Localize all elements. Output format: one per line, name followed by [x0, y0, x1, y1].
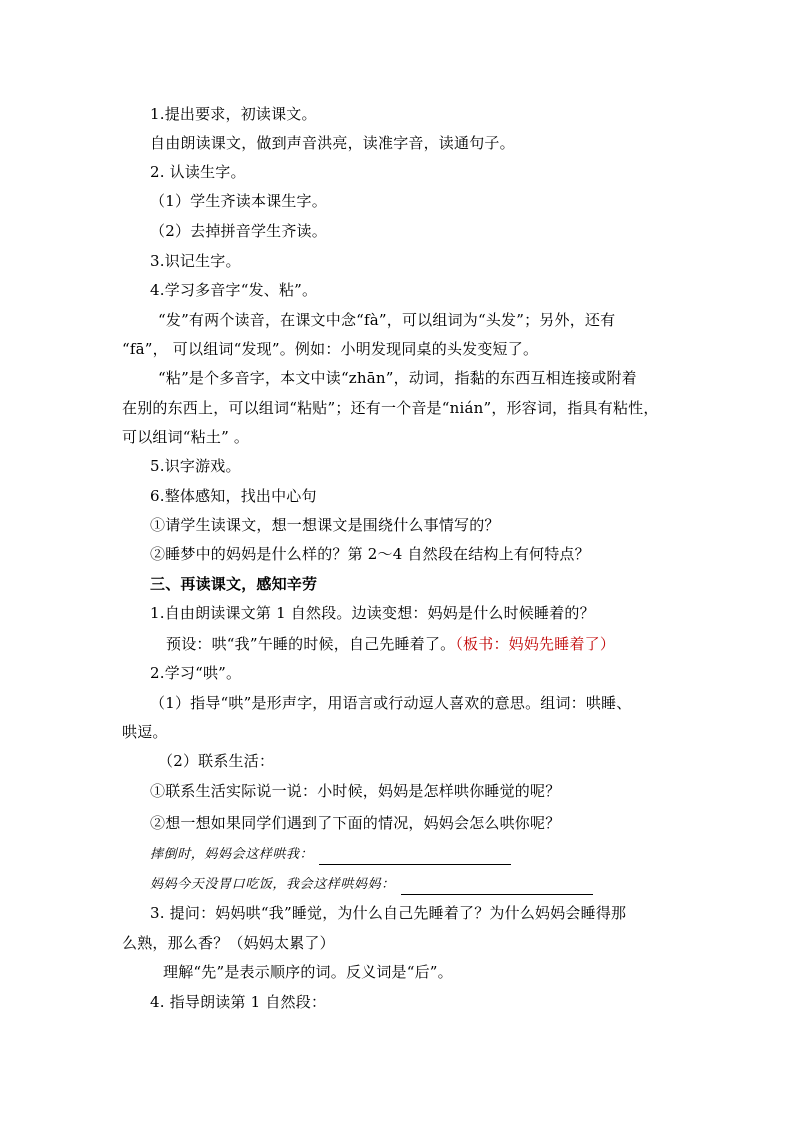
- text-line: 自由朗读课文，做到声音洪亮，读准字音，读通句子。: [150, 134, 515, 152]
- preset-answer: 预设：哄“我”午睡的时候，自己先睡着了。: [166, 635, 456, 653]
- text-line: 4.学习多音字“发、粘”。: [150, 281, 318, 299]
- text-line: 哄逗。: [122, 723, 168, 741]
- text-line: [166, 634, 615, 654]
- text-line: “发”有两个读音，在课文中念“fà”，可以组词为“头发”；另外，还有: [158, 311, 616, 329]
- text-line: 6.整体感知，找出中心句: [150, 487, 317, 505]
- text-line: 在别的东西上，可以组词“粘贴”；还有一个音是“nián”，形容词，指具有粘性，: [122, 399, 659, 417]
- text-line: 1.提出要求，初读课文。: [150, 105, 317, 123]
- text-line: 么熟，那么香？（妈妈太累了）: [122, 934, 335, 952]
- fill-in-prompt: [150, 875, 593, 895]
- text-line: 1.自由朗读课文第 1 自然段。边读变想：妈妈是什么时候睡着的？: [150, 604, 595, 622]
- answer-blank: [319, 851, 511, 865]
- text-line: （1）学生齐读本课生字。: [150, 192, 327, 210]
- text-line: 可以组词“粘土” 。: [122, 428, 250, 446]
- text-line: （1）指导“哄”是形声字，用语言或行动逗人喜欢的意思。组词：哄睡、: [150, 694, 632, 712]
- board-note: （板书：妈妈先睡着了）: [455, 635, 616, 653]
- text-line: 理解“先”是表示顺序的词。反义词是“后”。: [163, 963, 453, 981]
- text-line: 2. 认读生字。: [150, 163, 246, 181]
- text-line: 3. 提问：妈妈哄“我”睡觉，为什么自己先睡着了？为什么妈妈会睡得那: [150, 904, 627, 922]
- answer-blank: [401, 881, 593, 895]
- text-line: （2）联系生活：: [158, 752, 275, 770]
- text-line: ②想一想如果同学们遇到了下面的情况，妈妈会怎么哄你呢？: [150, 814, 561, 832]
- text-line: 5.识字游戏。: [150, 457, 241, 475]
- fill-in-label: 摔倒时，妈妈会这样哄我：: [150, 847, 314, 862]
- text-line: 4. 指导朗读第 1 自然段：: [150, 993, 327, 1011]
- fill-in-prompt: [150, 845, 511, 865]
- section-heading: 三、再读课文，感知辛劳: [150, 575, 318, 593]
- fill-in-label: 妈妈今天没胃口吃饭，我会这样哄妈妈：: [150, 877, 395, 892]
- text-line: （2）去掉拼音学生齐读。: [150, 222, 327, 240]
- text-line: ①请学生读课文，想一想课文是围绕什么事情写的？: [150, 516, 500, 534]
- text-line: 2.学习“哄”。: [150, 664, 242, 682]
- text-line: 3.识记生字。: [150, 252, 241, 270]
- text-line: ①联系生活实际说一说：小时候，妈妈是怎样哄你睡觉的呢？: [150, 782, 561, 800]
- text-line: “fā”， 可以组词“发现”。例如：小明发现同桌的头发变短了。: [122, 340, 539, 358]
- text-line: “粘”是个多音字，本文中读“zhān”，动词，指黏的东西互相连接或附着: [158, 369, 637, 387]
- text-line: ②睡梦中的妈妈是什么样的？第 2～4 自然段在结构上有何特点？: [150, 545, 590, 563]
